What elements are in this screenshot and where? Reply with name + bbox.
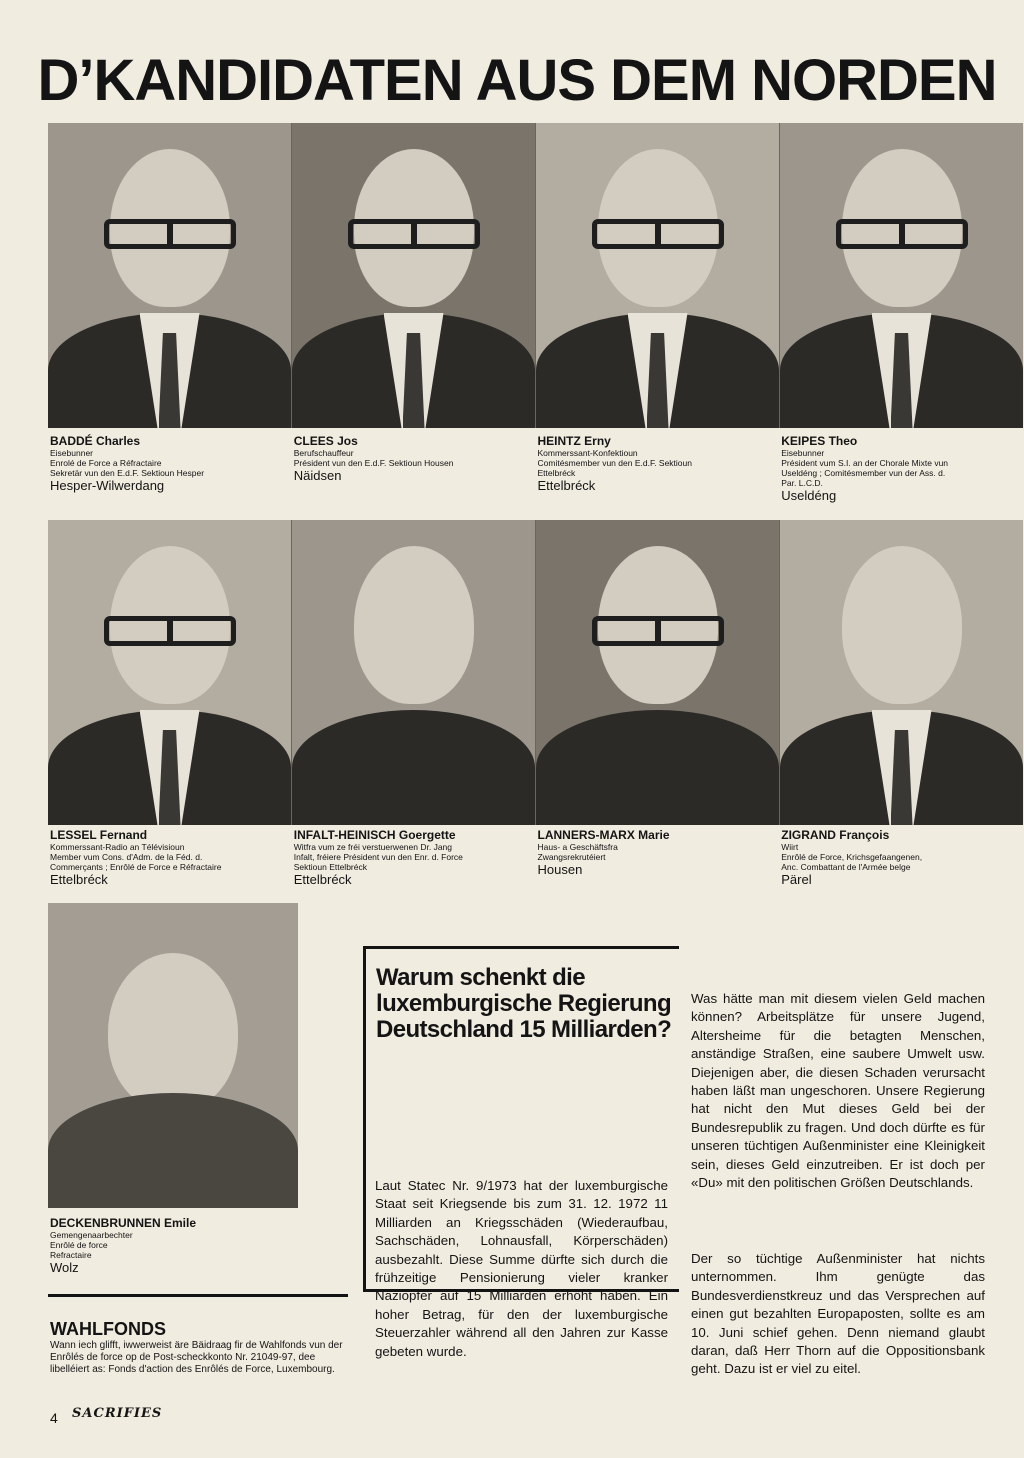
candidate-name: HEINTZ Erny bbox=[537, 434, 611, 448]
candidate-detail: Sektioun Ettelbréck bbox=[293, 862, 367, 872]
article-paragraph: Laut Statec Nr. 9/1973 hat der luxemburgische Staat seit Kriegsende bis zum 31. 12. 1972 11 Milliarden an Kriegsschäden (Wiederaufbau, Sachschäden, Lohnausfall, Körperschäden) ausbezahlt. Diese Summe dürfte sich durch die frühzeitige Pensionierung vieler kranker Naziopfer auf 15 Milliarden erhöht haben. Ein hoher Betrag, für den der luxemburgische Steuerzahler während all den Jahren zur Kasse gebeten wurde. bbox=[375, 1178, 668, 1359]
candidate-photo bbox=[48, 903, 298, 1208]
candidate-caption bbox=[536, 434, 780, 503]
candidate-detail: Anc. Combattant de l'Armée belge bbox=[781, 862, 911, 872]
candidate-detail: Eisebunner bbox=[50, 448, 94, 458]
candidate-photo bbox=[48, 520, 292, 825]
candidate-photo bbox=[780, 123, 1023, 428]
candidate-name: ZIGRAND François bbox=[781, 828, 890, 842]
candidate-detail: Par. L.C.D. bbox=[781, 478, 823, 488]
candidate-place: Pärel bbox=[781, 872, 812, 887]
candidate-name: CLEES Jos bbox=[293, 434, 358, 448]
candidate-name: LESSEL Fernand bbox=[50, 828, 148, 842]
candidate-caption bbox=[50, 1216, 300, 1275]
candidate-place: Ettelbréck bbox=[50, 872, 108, 887]
candidate-detail: Wiirt bbox=[781, 842, 799, 852]
candidate-place: Ettelbréck bbox=[293, 872, 352, 887]
candidate-detail: Enrolé de Force a Réfractaire bbox=[50, 458, 162, 468]
section-divider bbox=[48, 1294, 348, 1297]
wahlfonds-title: WAHLFONDS bbox=[50, 1319, 166, 1339]
candidate-detail: Useldéng ; Comitésmember vun der Ass. d. bbox=[781, 468, 946, 478]
candidate-caption bbox=[536, 828, 780, 887]
candidate-caption bbox=[779, 434, 1023, 503]
photo-row-2 bbox=[48, 520, 1023, 825]
candidate-name: LANNERS-MARX Marie bbox=[537, 828, 670, 842]
candidate-detail: Président vun den E.d.F. Sektioun Housen bbox=[293, 458, 454, 468]
candidate-detail: Berufschauffeur bbox=[293, 448, 354, 458]
caption-row-1 bbox=[48, 434, 1023, 503]
candidate-caption bbox=[292, 828, 536, 887]
candidate-detail: Commerçants ; Enrôlé de Force e Réfractaire bbox=[50, 862, 222, 872]
page-headline: D’KANDIDATEN AUS DEM NORDEN bbox=[37, 48, 997, 113]
candidate-detail: Kommerssant-Radio an Télévisioun bbox=[50, 842, 185, 852]
candidate-detail: Enrôlé de Force, Krichsgefaangenen, bbox=[781, 852, 923, 862]
candidate-name: DECKENBRUNNEN Emile bbox=[50, 1216, 197, 1230]
photo-row-1 bbox=[48, 123, 1023, 428]
candidate-detail: Eisebunner bbox=[781, 448, 825, 458]
article-paragraph: Was hätte man mit diesem vielen Geld machen können? Arbeitsplätze für unsere Jugend, Altersheime für die betagten Menschen, anständige Straßen, eine saubere Umwelt usw. Diejenigen aber, die diesen Schaden verursacht haben läßt man ungeschoren. Unsere Regierung hat nicht den Mut dieses Geld bei der Bundesrepublik zu fragen. Und doch dürfte es für unseren tüchtigen Außenminister eine Kleinigkeit sein, dieses Geld einzutreiben. Er ist doch per «Du» mit den politischen Größen Deutschlands. bbox=[691, 991, 985, 1191]
candidate-photo bbox=[292, 123, 536, 428]
candidate-detail: Infalt, fréiere Président vun den Enr. d. Force bbox=[293, 852, 463, 862]
candidate-name: KEIPES Theo bbox=[781, 434, 858, 448]
candidate-detail: Sekretär vun den E.d.F. Sektioun Hesper bbox=[50, 468, 205, 478]
candidate-photo bbox=[48, 123, 292, 428]
candidate-detail: Witfra vum ze fréi verstuerwenen Dr. Jang bbox=[293, 842, 453, 852]
candidate-photo bbox=[536, 123, 780, 428]
candidate-detail: Refractaire bbox=[50, 1250, 92, 1260]
candidate-caption bbox=[292, 434, 536, 503]
caption-row-2 bbox=[48, 828, 1023, 887]
candidate-detail: Kommerssant-Konfektioun bbox=[537, 448, 638, 458]
candidate-detail: Zwangsrekrutéiert bbox=[537, 852, 606, 862]
candidate-place: Wolz bbox=[50, 1260, 79, 1275]
page-number: 4 bbox=[50, 1410, 58, 1426]
candidate-detail: Enrôlé de force bbox=[50, 1240, 108, 1250]
candidate-photo bbox=[780, 520, 1023, 825]
candidate-caption bbox=[779, 828, 1023, 887]
candidate-place: Useldéng bbox=[781, 488, 837, 503]
wahlfonds-text: Wann iech glifft, iwwerweist äre Bäidraag fir de Wahlfonds vun der Enrôlés de force op de Post-scheckkonto Nr. 21049-97, dee libelléiert as: Fonds d'action des Enrôlés de Force, Luxembourg. bbox=[50, 1340, 343, 1375]
candidate-place: Ettelbréck bbox=[537, 478, 596, 493]
candidate-detail: Président vum S.I. an der Chorale Mixte vun bbox=[781, 458, 949, 468]
candidate-place: Hesper-Wilwerdang bbox=[50, 478, 165, 493]
magazine-logo: SACRIFIES bbox=[72, 1406, 163, 1421]
candidate-detail: Ettelbréck bbox=[537, 468, 576, 478]
candidate-caption bbox=[48, 828, 292, 887]
candidate-name: INFALT-HEINISCH Goergette bbox=[293, 828, 456, 842]
article-title: Warum schenkt die luxemburgische Regierung Deutschland 15 Milliarden? bbox=[376, 964, 672, 1043]
candidate-photo bbox=[536, 520, 780, 825]
candidate-name: BADDÉ Charles bbox=[50, 434, 141, 448]
candidate-caption bbox=[48, 434, 292, 503]
candidate-detail: Gemengenaarbechter bbox=[50, 1230, 133, 1240]
candidate-detail: Haus- a Geschäftsfra bbox=[537, 842, 618, 852]
candidate-place: Housen bbox=[537, 862, 583, 877]
candidate-place: Näidsen bbox=[293, 468, 342, 483]
candidate-detail: Member vum Cons. d'Adm. de la Féd. d. bbox=[50, 852, 203, 862]
candidate-detail: Comitésmember vun den E.d.F. Sektioun bbox=[537, 458, 692, 468]
article-paragraph: Der so tüchtige Außenminister hat nichts unternommen. Ihm genügte das Bundesverdienstkreuz und das Versprechen auf einen gut bezahlten Europaposten, sollte es am 10. Juni schief gehen. Denn niemand glaubt daran, daß Herr Thorn auf die Oppositionsbank geht. Dazu ist er viel zu eitel. bbox=[691, 1251, 985, 1377]
candidate-photo bbox=[292, 520, 536, 825]
